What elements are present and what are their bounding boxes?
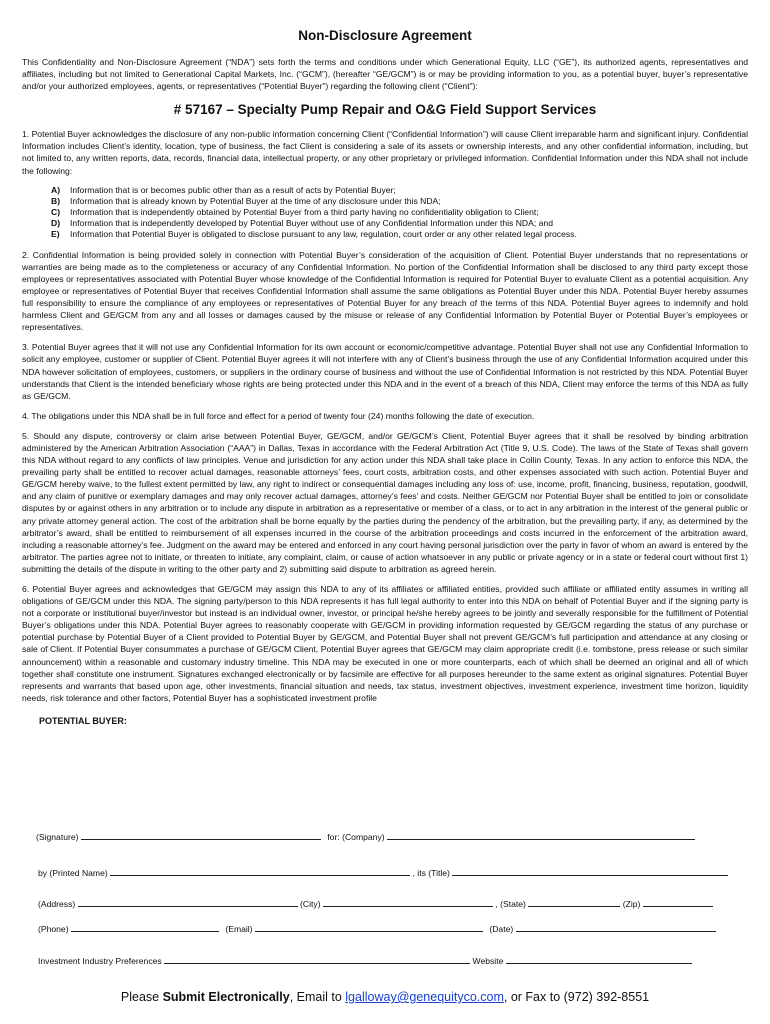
name-row [16, 866, 728, 878]
zip-field[interactable] [643, 897, 713, 907]
intro-paragraph: This Confidentiality and Non-Disclosure Agreement (“NDA”) sets forth the terms and conditions under which Generational Equity, LLC (“GE”), its authorized agents, representatives and affiliates, including but not limited to Generational Capital Markets, Inc. (“GCM”), (hereafter “GE/GCM”) is or may be providing information to you, as a potential buyer, buyer’s representative and/or your authorized employees, agents, or representatives (“Potential Buyer”) regarding the following client (“Client”): [22, 57, 748, 92]
list-letter: A) [51, 184, 61, 195]
section-4: 4. The obligations under this NDA shall be in full force and effect for a period of twenty four (24) months following the date of execution. [22, 410, 535, 421]
exclusion-list [22, 185, 748, 241]
list-letter: B) [51, 195, 61, 206]
company-label: for: (Company) [327, 832, 385, 842]
list-item [51, 196, 748, 207]
list-item [51, 207, 748, 218]
section-2: 2. Confidential Information is being provided solely in connection with Potential Buyer’s consideration of the acquisition of Client. Potential Buyer understands that no representations or warranties are being made as to the completeness or accuracy of any Confidential Information. No portion of the Confidential Information shall be disclosed to any third party except those employees or representatives associated with Potential Buyer whose knowledge of the Confidential Information is required for Potential Buyer to evaluate Client as a potential acquisition. Any employee or representatives of Potential Buyer that receives Confidential Information shall assume the same obligations as Potential Buyer under this NDA. Potential Buyer hereby assumes full responsibility to ensure the compliance of any employees or representatives of Potential Buyer for any breach of the terms of this NDA. Potential Buyer agrees to indemnify and hold harmless Client and GE/GCM from any and all losses or damages caused by the misuse or release of any Confidential Information by Potential Buyer or Potential Buyer’s employees or representatives. [22, 249, 748, 333]
list-text: Information that is independently developed by Potential Buyer without use of any Confidential Information under this NDA; and [70, 218, 553, 229]
printed-name-field[interactable] [110, 866, 410, 876]
city-label: (City) [300, 899, 321, 909]
list-item [51, 185, 748, 196]
title-label: , its (Title) [412, 868, 450, 878]
section-1: 1. Potential Buyer acknowledges the disclosure of any non-public information concerning Client (“Confidential Information”) will cause Client irreparable harm and significant injury. Confidential Information includes Client’s identity, location, type of business, the fact Client is considering a sale of its assets or ownership interests, and any other confidential information, including, but not limited to, any written reports, data, records, financial data, intellectual property, or any other proprietary or privileged information. Confidential Information under this NDA shall not include the following: [22, 129, 748, 176]
list-item [51, 229, 748, 240]
list-letter: E) [51, 229, 60, 240]
list-item [51, 218, 748, 229]
website-label: Website [472, 956, 504, 966]
list-text: Information that is or becomes public other than as a result of acts by Potential Buyer; [70, 184, 396, 195]
section-3: 3. Potential Buyer agrees that it will not use any Confidential Information for its own account or economic/competitive advantage. Potential Buyer shall not use any Confidential Information to solicit any employee, customer or supplier of Client. Potential Buyer agrees it will not interfere with any of Client’s business through the use of any Confidential Information acquired under this NDA however solicitation of employees, customers, or suppliers in the ordinary course of business and without the use of Confidential Information is not restricted by this NDA. Potential Buyer understands that Client is the intended beneficiary whose rights are being protected under this NDA and in the event of a breach of this NDA, Client may enforce the terms of this NDA as fully as GE/GCM. [22, 342, 748, 401]
email-label: (Email) [225, 924, 253, 934]
city-field[interactable] [323, 897, 493, 907]
footer-submit-electronically: Submit Electronically [162, 990, 290, 1004]
email-field[interactable] [255, 922, 483, 932]
list-letter: D) [51, 218, 61, 229]
document-title: Non-Disclosure Agreement [298, 28, 472, 43]
signature-field[interactable] [81, 830, 321, 840]
contact-row [16, 922, 716, 934]
listing-title: # 57167 – Specialty Pump Repair and O&G Field Support Services [173, 102, 597, 118]
address-label: (Address) [38, 899, 76, 909]
footer-please: Please [120, 990, 163, 1004]
company-field[interactable] [387, 830, 695, 840]
preferences-row [16, 954, 692, 966]
list-text: Information that Potential Buyer is obligated to disclose pursuant to any law, regulation, court order or any other related legal process. [70, 229, 577, 240]
address-field[interactable] [78, 897, 298, 907]
preferences-field[interactable] [164, 954, 470, 964]
state-field[interactable] [528, 897, 620, 907]
printed-name-label: by (Printed Name) [38, 868, 108, 878]
signature-label: (Signature) [36, 832, 79, 842]
state-label: , (State) [495, 899, 526, 909]
potential-buyer-heading: POTENTIAL BUYER: [39, 715, 127, 726]
zip-label: (Zip) [622, 899, 641, 909]
signature-row [16, 830, 695, 842]
section-6: 6. Potential Buyer agrees and acknowledges that GE/GCM may assign this NDA to any of its affiliates or affiliated entities, provided such affiliate or affiliated entity assumes in writing all obligations of GE/GCM under this NDA. The signing party/person to this NDA represents it has full legal authority to enter into this NDA on behalf of Potential Buyer and if the signing party is not a corporate or institutional buyer/investor but instead is an individual owner, investor, or principal he/she hereby agrees to be jointly and severally responsible for the fulfillment of Potential Buyer’s obligations under this NDA. Potential Buyer agrees to reasonably cooperate with GE/GCM in providing information requested by GE/GCM regarding the status of any purchase or potential purchase by Potential Buyer of a Client provided to Potential Buyer by GE/GCM, and Potential Buyer shall not prevent GE/GCM’s full participation and attendance at any closing or sale of Client. If Potential Buyer consummates a purchase of GE/GCM Client, Potential Buyer agrees that GE/GCM may claim appropriate credit (i.e. tombstone, press release or such similar announcement) within a reasonable and customary industry timeline. This NDA may be executed in one or more counterparts, each of which shall be deemed an original and all of which together shall constitute one instrument. Signatures exchanged electronically or by facsimile are effective for all purposes hereunder to the same extent as original signatures. Potential Buyer represents and warrants that based upon age, other investments, financial situation and needs, tax status, investment objectives, investment experience, investment time horizon, liquidity needs, risk tolerance and other factors, Potential Buyer has a sophisticated investment profile [22, 584, 748, 703]
list-text: Information that is already known by Potential Buyer at the time of any disclosure under this NDA; [70, 195, 441, 206]
preferences-label: Investment Industry Preferences [38, 956, 162, 966]
footer-email-prefix: , Email to [289, 990, 346, 1004]
section-5: 5. Should any dispute, controversy or claim arise between Potential Buyer, GE/GCM, and/or GE/GCM’s Client, Potential Buyer agrees that it shall be resolved by binding arbitration administered by the American Arbitration Association (“AAA”) in Dallas, Texas in accordance with the Federal Arbitration Act (Title 9, U.S. Code). The laws of the State of Texas shall govern this NDA without regard to any conflicts of law principles. Venue and jurisdiction for any action under this NDA shall take place in Collin County, Texas. In any action to enforce this NDA, the prevailing party shall be entitled to recover actual damages, reasonable attorneys’ fees, court costs, arbitration costs, and other expenses associated with such action. Potential Buyer and GE/GCM hereby waive, to the fullest extent permitted by law, any right to indirect or consequential damages including any loss of: use, income, profit, financing, business, reputation, goodwill, and any claim of punitive or exemplary damages and may only recover actual damages, attorney’s fees’ and costs. Neither GE/GCM nor Potential Buyer shall be entitled to join or consolidate disputes by or against others in any arbitration or to include any dispute in arbitration as a representative or member of a class, or to act in any arbitration in the interest of the general public or any private attorney general action. The cost of the arbitration shall be borne equally by the parties during the pendency of the arbitration, but the prevailing party, if any, as determined by the arbitrator’s award, shall be entitled to reimbursement of all expenses incurred in the course of the arbitration proceedings and costs incurred in the enforcement of the arbitration award, including a reasonable attorney’s fee. Judgment on the award may be entered and enforced in any court having personal jurisdiction over the party in favor of whom an award is entered by the arbitrator. The parties agree not to initiate, or threaten to initiate, any complaint, claim, or cause of action whatsoever in any public or private agency or in a state or federal court without first 1) submitting the details of the dispute in writing to the other party and 2) submitting said dispute to arbitration as agreed herein. [22, 430, 748, 574]
address-row [16, 897, 713, 909]
nda-document [22, 28, 748, 726]
phone-label: (Phone) [38, 924, 69, 934]
submission-footer [0, 990, 770, 1004]
date-field[interactable] [516, 922, 716, 932]
list-letter: C) [51, 207, 61, 218]
phone-field[interactable] [71, 922, 219, 932]
list-text: Information that is independently obtained by Potential Buyer from a third party having no confidentiality obligation to Client; [70, 207, 539, 218]
email-link[interactable]: lgalloway@genequityco.com [345, 990, 504, 1004]
date-label: (Date) [489, 924, 514, 934]
website-field[interactable] [506, 954, 692, 964]
title-field[interactable] [452, 866, 728, 876]
footer-fax: , or Fax to (972) 392-8551 [503, 990, 650, 1004]
